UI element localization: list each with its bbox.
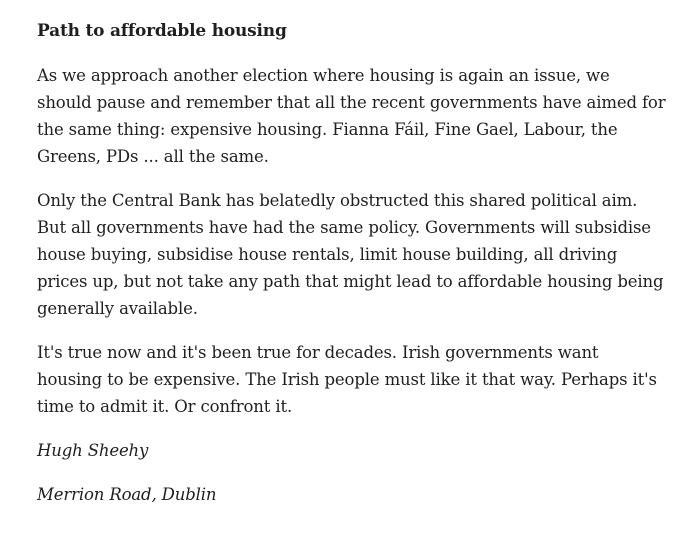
letter-paragraph: As we approach another election where housing is again an issue, we should pause and remember that all the recent governments have aimed for the same thing: expensive housing. Fianna Fáil, Fine Gael, Labour, the Greens, PDs ... all the same. — [37, 66, 666, 166]
letter-paragraph: Only the Central Bank has belatedly obstructed this shared political aim. But all governments have had the same policy. Governments will subsidise house buying, subsidise house rentals, limit house building, all driving prices up, but not take any path that might lead to affordable housing being generally available. — [37, 191, 664, 318]
letter-paragraph: It's true now and it's been true for decades. Irish governments want housing to be expensive. The Irish people must like it that way. Perhaps it's time to admit it. Or confront it. — [37, 343, 657, 416]
letter-article — [37, 18, 667, 525]
letter-headline: Path to affordable housing — [37, 21, 287, 41]
letter-author: Hugh Sheehy — [37, 441, 149, 460]
letter-address: Merrion Road, Dublin — [37, 485, 217, 504]
